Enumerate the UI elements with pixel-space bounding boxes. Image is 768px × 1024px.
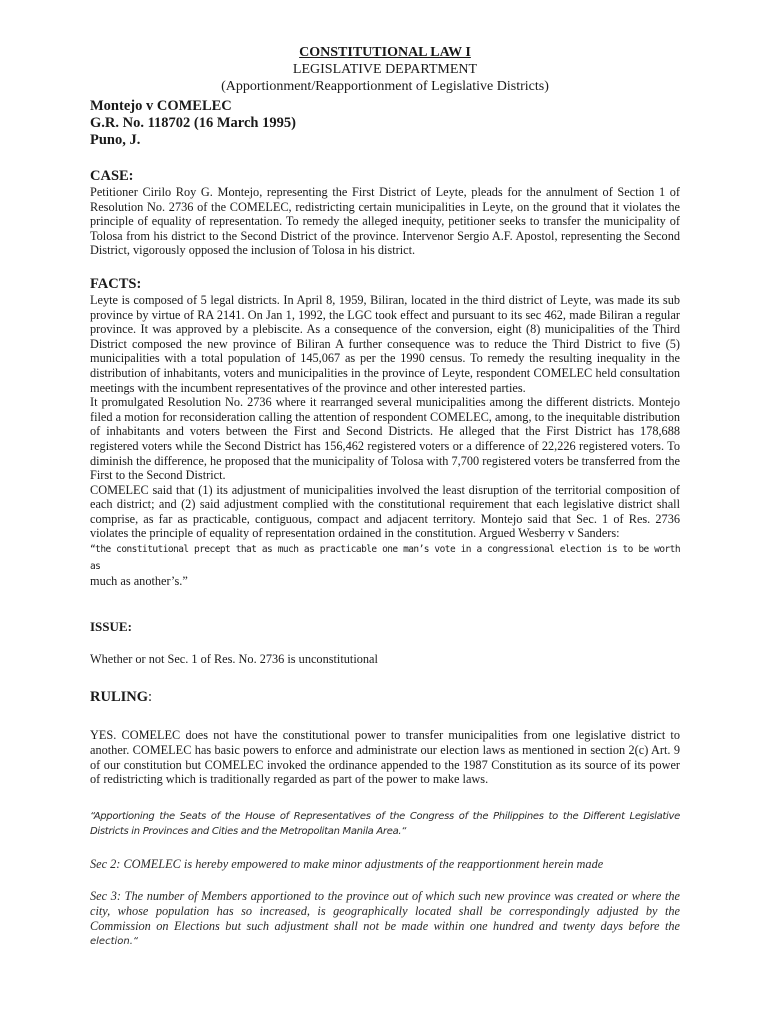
issue-paragraph: Whether or not Sec. 1 of Res. No. 2736 is unconstitutional (90, 651, 378, 666)
document-title: CONSTITUTIONAL LAW I (299, 45, 471, 60)
ruling-heading (90, 689, 680, 706)
ruling-paragraph: YES. COMELEC does not have the constitutional power to transfer municipalities from one legislative district to another. COMELEC has basic powers to enforce and administrate our election laws as mentioned in section 2(c) Art. 9 of our constitution but COMELEC invoked the ordinance appended to the 1987 Constitution as its source of its power of redistricting which is traditionally regarded as part of the power to make laws. (90, 728, 680, 787)
topic-subtitle: (Apportionment/Reapportionment of Legislative Districts) (221, 79, 549, 94)
apportioning-quote: “Apportioning the Seats of the House of Representatives of the Congress of the Philippines to the Different Legislative Districts in Provinces and Cities and the Metropolitan Manila Area.“ (90, 810, 680, 837)
sec2-quote: Sec 2: COMELEC is hereby empowered to make minor adjustments of the reapportionment herein made (90, 856, 604, 871)
sec3-quote (90, 889, 680, 949)
wesberry-quote-end: much as another’s.” (90, 574, 188, 589)
document-header (90, 0, 680, 95)
sec3-quote-text: Sec 3: The number of Members apportioned to the province out of which such new province was created or where the city, whose population has so increased, is geographically located shall be correspondingly adjusted by the Commission on Elections but such adjustment shall not be made within one hundred and twenty days before the (90, 889, 680, 933)
ponente: Puno, J. (90, 132, 141, 148)
facts-paragraph-2: It promulgated Resolution No. 2736 where it rearranged several municipalities among the different districts. Montejo filed a motion for reconsideration calling the attention of respondent COMELEC, among, to the inequitable distribution of inhabitants and voters between the First and Second Districts. He alleged that the First District has 178,688 registered voters while the Second District has 156,462 registered voters or a difference of 22,226 registered voters. To diminish the difference, he proposed that the municipality of Tolosa with 7,700 registered voters be transferred from the First to the Second District. (90, 395, 680, 483)
wesberry-quote: “the constitutional precept that as much as practicable one man’s vote in a congressional election is to be worth as (90, 544, 680, 572)
facts-heading: FACTS: (90, 275, 142, 292)
department-subtitle: LEGISLATIVE DEPARTMENT (292, 62, 478, 77)
facts-paragraph-3 (90, 483, 680, 589)
facts-paragraph-1: Leyte is composed of 5 legal districts. In April 8, 1959, Biliran, located in the third district of Leyte, was made its sub province by virtue of RA 2141. On Jan 1, 1992, the LGC took effect and pursuant to its sec 462, made Biliran a regular province. It was approved by a plebiscite. As a consequence of the conversion, eight (8) municipalities of the Third District composed the new province of Biliran A further consequence was to reduce the Third District to five (5) municipalities with a total population of 145,067 as per the 1990 census. To remedy the resulting inequality in the distribution of inhabitants, voters and municipalities in the province of Leyte, respondent COMELEC held consultation meetings with the incumbent representatives of the province and other interested parties. (90, 292, 680, 395)
case-heading: CASE: (90, 168, 134, 184)
facts-paragraph-3-text: COMELEC said that (1) its adjustment of municipalities involved the least disruption of the territorial composition of each district; and (2) said adjustment complied with the constitutional requirement that each legislative district shall comprise, as far as practicable, contiguous, compact and adjacent territory. Montejo said that Sec. 1 of Res. 2736 violates the principle of equality of representation ordained in the constitution. Argued Wesberry v Sanders: (90, 482, 680, 541)
ruling-heading-label: RULING (90, 689, 149, 706)
sec3-quote-tail: election.“ (90, 936, 139, 948)
case-citation (90, 98, 680, 149)
case-paragraph: Petitioner Cirilo Roy G. Montejo, representing the First District of Leyte, pleads for the annulment of Section 1 of Resolution No. 2736 of the COMELEC, redistricting certain municipalities in Leyte, on the ground that it violates the principle of equality of representation. To remedy the alleged inequity, petitioner seeks to transfer the municipality of Tolosa from his district to the Second District of the province. Intervenor Sergio A.F. Apostol, representing the Second District, vigorously opposed the inclusion of Tolosa in his district. (90, 185, 680, 258)
issue-heading: ISSUE: (90, 618, 132, 634)
ruling-heading-colon: : (148, 689, 153, 706)
case-name: Montejo v COMELEC (90, 98, 232, 114)
gr-number: G.R. No. 118702 (16 March 1995) (90, 115, 296, 131)
